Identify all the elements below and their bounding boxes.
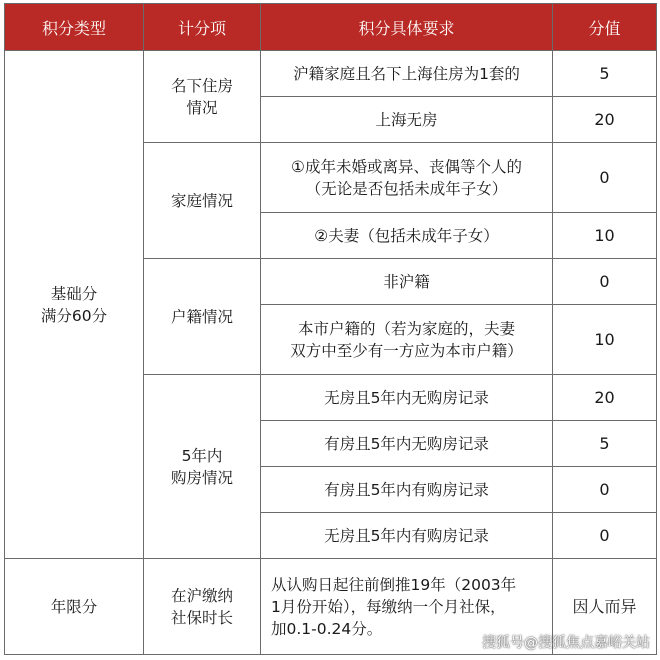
score-cell: 0	[553, 467, 657, 513]
header-requirement: 积分具体要求	[261, 4, 553, 51]
score-cell: 因人而异	[553, 559, 657, 655]
score-cell: 0	[553, 259, 657, 305]
score-cell: 10	[553, 213, 657, 259]
header-item: 计分项	[144, 4, 261, 51]
requirement-cell: 上海无房	[261, 97, 553, 143]
requirement-cell	[261, 305, 553, 375]
requirement-cell: 非沪籍	[261, 259, 553, 305]
item-family: 家庭情况	[144, 143, 261, 259]
requirement-line2: 双方中至少有一方应为本市户籍）	[290, 341, 523, 360]
score-cell: 0	[553, 513, 657, 559]
requirement-line1: 从认购日起往前倒推19年（2003年	[271, 575, 517, 594]
category-base	[5, 51, 144, 559]
item-hukou: 户籍情况	[144, 259, 261, 375]
requirement-line1: 本市户籍的（若为家庭的，夫妻	[297, 319, 515, 338]
item-house-line2: 情况	[186, 98, 218, 117]
score-cell: 10	[553, 305, 657, 375]
requirement-line1: ①成年未婚或离异、丧偶等个人的	[291, 157, 522, 176]
category-base-line2: 满分60分	[40, 306, 108, 325]
item-social-security	[144, 559, 261, 655]
requirement-cell: 沪籍家庭且名下上海住房为1套的	[261, 51, 553, 97]
category-base-line1: 基础分	[50, 284, 98, 303]
requirement-cell: 有房且5年内有购房记录	[261, 467, 553, 513]
points-table	[4, 3, 657, 655]
requirement-cell: ②夫妻（包括未成年子女）	[261, 213, 553, 259]
table-row	[5, 51, 657, 97]
score-cell: 5	[553, 421, 657, 467]
requirement-cell: 无房且5年内有购房记录	[261, 513, 553, 559]
watermark: 搜狐号@搜狐焦点嘉峪关站	[482, 635, 650, 651]
item-social-security-line2: 社保时长	[170, 608, 233, 627]
item-house-line1: 名下住房	[170, 76, 233, 95]
requirement-cell	[261, 143, 553, 213]
header-score: 分值	[553, 4, 657, 51]
score-cell: 20	[553, 375, 657, 421]
score-cell: 5	[553, 51, 657, 97]
header-row	[5, 4, 657, 51]
item-purchase-line1: 5年内	[181, 446, 223, 465]
item-social-security-line1: 在沪缴纳	[170, 586, 233, 605]
score-cell: 0	[553, 143, 657, 213]
item-house	[144, 51, 261, 143]
requirement-cell: 有房且5年内无购房记录	[261, 421, 553, 467]
requirement-cell: 无房且5年内无购房记录	[261, 375, 553, 421]
header-type: 积分类型	[5, 4, 144, 51]
requirement-line3: 加0.1-0.24分。	[271, 619, 383, 638]
category-years: 年限分	[5, 559, 144, 655]
item-purchase-line2: 购房情况	[170, 468, 233, 487]
requirement-line2: （无论是否包括未成年子女）	[305, 179, 508, 198]
score-cell: 20	[553, 97, 657, 143]
item-purchase	[144, 375, 261, 559]
requirement-line2: 1月份开始），每缴纳一个月社保，	[271, 597, 506, 616]
